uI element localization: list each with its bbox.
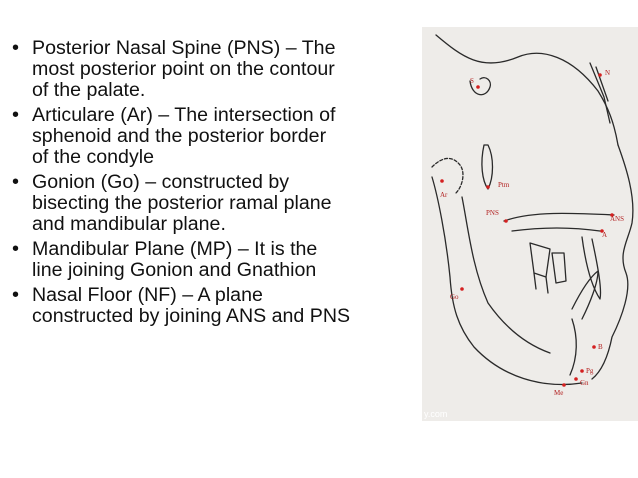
upper-incisor <box>582 237 601 299</box>
bullet-line: Articulare (Ar) – The intersection of <box>32 104 336 126</box>
bullet-item-go <box>10 172 422 235</box>
molar <box>530 243 550 277</box>
premolar <box>552 253 566 283</box>
landmark-pg <box>580 369 584 373</box>
landmark-ar <box>440 179 444 183</box>
bullet-line: most posterior point on the contour <box>32 58 335 80</box>
condyle-contour <box>432 158 463 193</box>
label-a: A <box>602 231 608 239</box>
landmark-me <box>562 383 566 387</box>
cephalometric-tracing <box>422 27 638 421</box>
landmark-go <box>460 287 464 291</box>
watermark-text: y.com <box>424 409 448 419</box>
bullet-line: Mandibular Plane (MP) – It is the <box>32 238 318 260</box>
landmark-pns <box>504 219 508 223</box>
landmark-gn <box>574 377 578 381</box>
palate-contour <box>504 213 614 221</box>
label-ar: Ar <box>440 191 448 199</box>
label-n: N <box>605 69 611 77</box>
palate-lower <box>512 228 600 231</box>
label-ptm: Ptm <box>498 181 510 189</box>
ramus-posterior <box>432 177 582 385</box>
landmark-b <box>592 345 596 349</box>
landmark-n <box>598 73 602 77</box>
bullet-list <box>10 38 422 331</box>
bullet-line: sphenoid and the posterior border <box>32 125 327 147</box>
label-ans: ANS <box>610 215 625 223</box>
landmark-ptm <box>486 185 490 189</box>
bullet-line: Posterior Nasal Spine (PNS) – The <box>32 37 336 59</box>
label-pns: PNS <box>486 209 499 217</box>
bullet-line: Nasal Floor (NF) – A plane <box>32 284 263 306</box>
landmark-s <box>476 85 480 89</box>
label-gn: Gn <box>580 379 589 387</box>
landmark-labels <box>440 69 624 397</box>
cranial-contour <box>436 35 618 145</box>
bullet-line: and mandibular plane. <box>32 213 226 235</box>
bullet-item-nf <box>10 285 422 327</box>
bullet-line: bisecting the posterior ramal plane <box>32 192 332 214</box>
bullet-line: constructed by joining ANS and PNS <box>32 305 351 327</box>
label-me: Me <box>554 389 564 397</box>
label-b: B <box>598 343 603 351</box>
bullet-item-mp <box>10 239 422 281</box>
bullet-line: Gonion (Go) – constructed by <box>32 171 290 193</box>
bullet-line: of the palate. <box>32 79 146 101</box>
symphysis <box>570 319 576 375</box>
tracing-drawing <box>422 27 638 421</box>
bullet-line: of the condyle <box>32 146 155 168</box>
ptm-fissure <box>482 145 493 189</box>
lower-incisor <box>572 271 598 319</box>
bullet-line: line joining Gonion and Gnathion <box>32 259 317 281</box>
label-go: Go <box>450 293 459 301</box>
label-s: S <box>470 77 474 85</box>
label-pg: Pg <box>586 367 594 375</box>
bullet-item-pns <box>10 38 422 101</box>
bullet-item-ar <box>10 105 422 168</box>
